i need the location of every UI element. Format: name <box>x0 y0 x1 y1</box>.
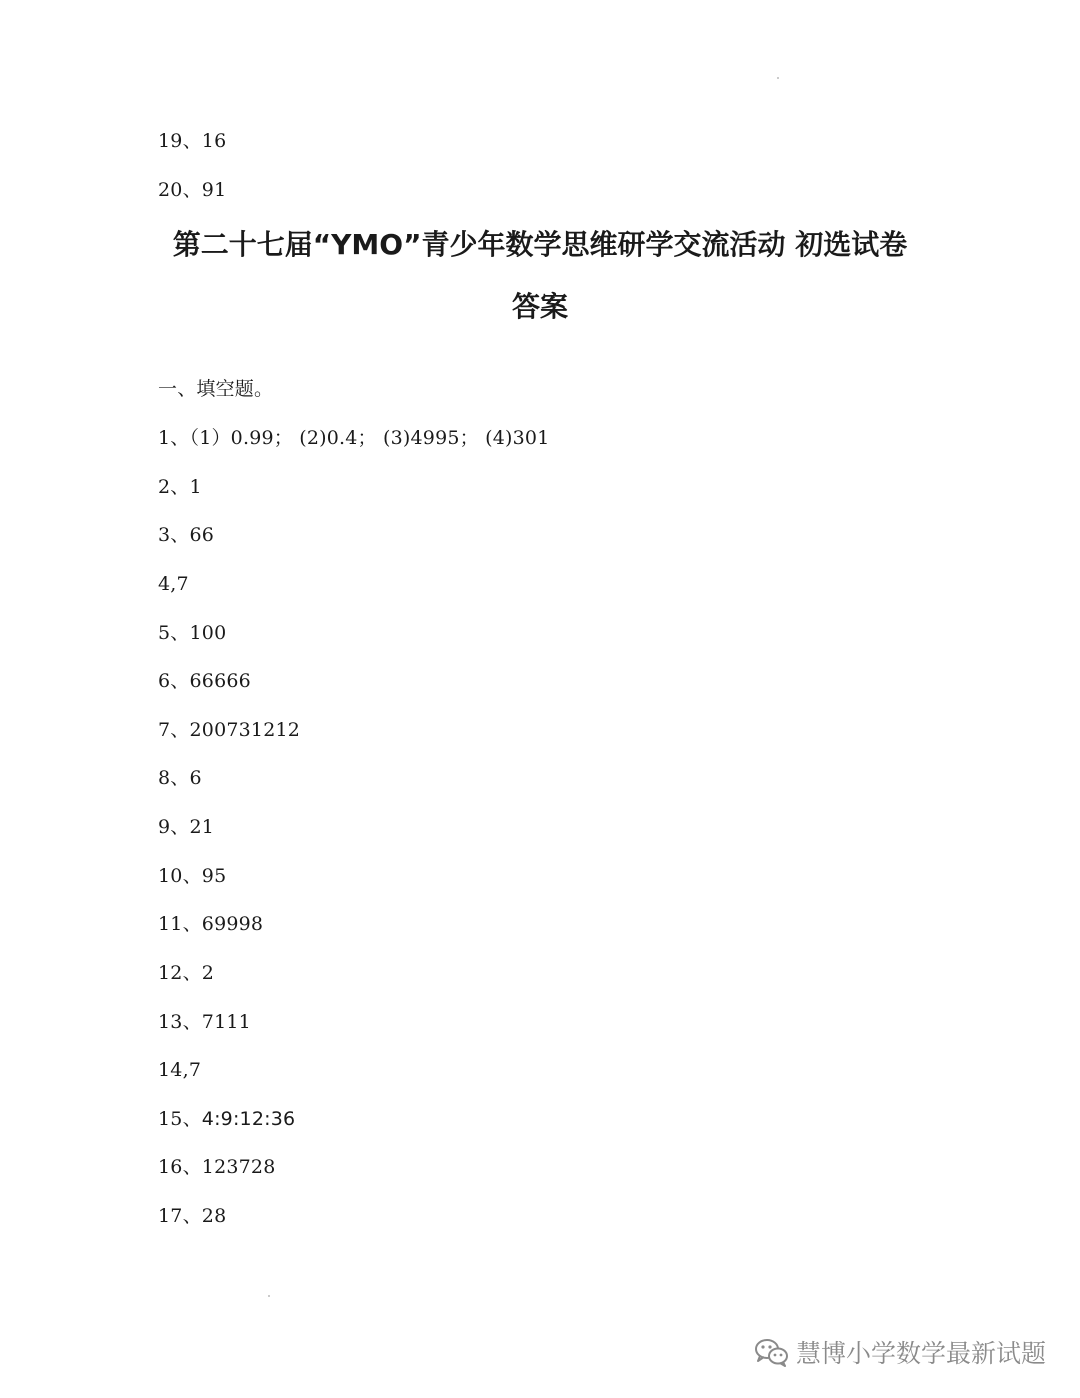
scan-speck <box>777 77 779 79</box>
answer-13: 13、7111 <box>158 1011 251 1033</box>
answer-16: 16、123728 <box>158 1156 276 1178</box>
answer-15-value: 4:9:12:36 <box>201 1108 296 1130</box>
answer-12: 12、2 <box>158 962 215 984</box>
answer-7: 7、200731212 <box>158 719 301 741</box>
answer-2: 2、1 <box>158 476 202 498</box>
page-subtitle: 答案 <box>511 290 568 323</box>
answer-14: 14,7 <box>158 1059 202 1081</box>
answer-17: 17、28 <box>158 1205 227 1227</box>
answer-9: 9、21 <box>158 816 215 838</box>
answer-15-label: 15、 <box>158 1108 202 1130</box>
watermark-text: 慧博小学数学最新试题 <box>795 1339 1046 1368</box>
answer-5: 5、100 <box>158 622 227 644</box>
section-heading: 一、填空题。 <box>158 378 274 400</box>
watermark <box>754 1334 1046 1370</box>
answer-6: 6、66666 <box>158 670 251 692</box>
page-title: 第二十七届“YMO”青少年数学思维研学交流活动 初选试卷 <box>172 228 908 261</box>
answer-1: 1、（1）0.99； (2)0.4； (3)4995； (4)301 <box>158 427 550 449</box>
scan-speck <box>268 1295 270 1297</box>
answer-3: 3、66 <box>158 524 215 546</box>
wechat-icon <box>754 1337 790 1367</box>
answer-8: 8、6 <box>158 767 202 789</box>
answer-15 <box>158 1107 295 1131</box>
answer-4: 4,7 <box>158 573 189 595</box>
prev-answer-20: 20、91 <box>158 179 227 201</box>
prev-answer-19: 19、16 <box>158 130 227 152</box>
answer-10: 10、95 <box>158 865 227 887</box>
answer-11: 11、69998 <box>158 913 264 935</box>
